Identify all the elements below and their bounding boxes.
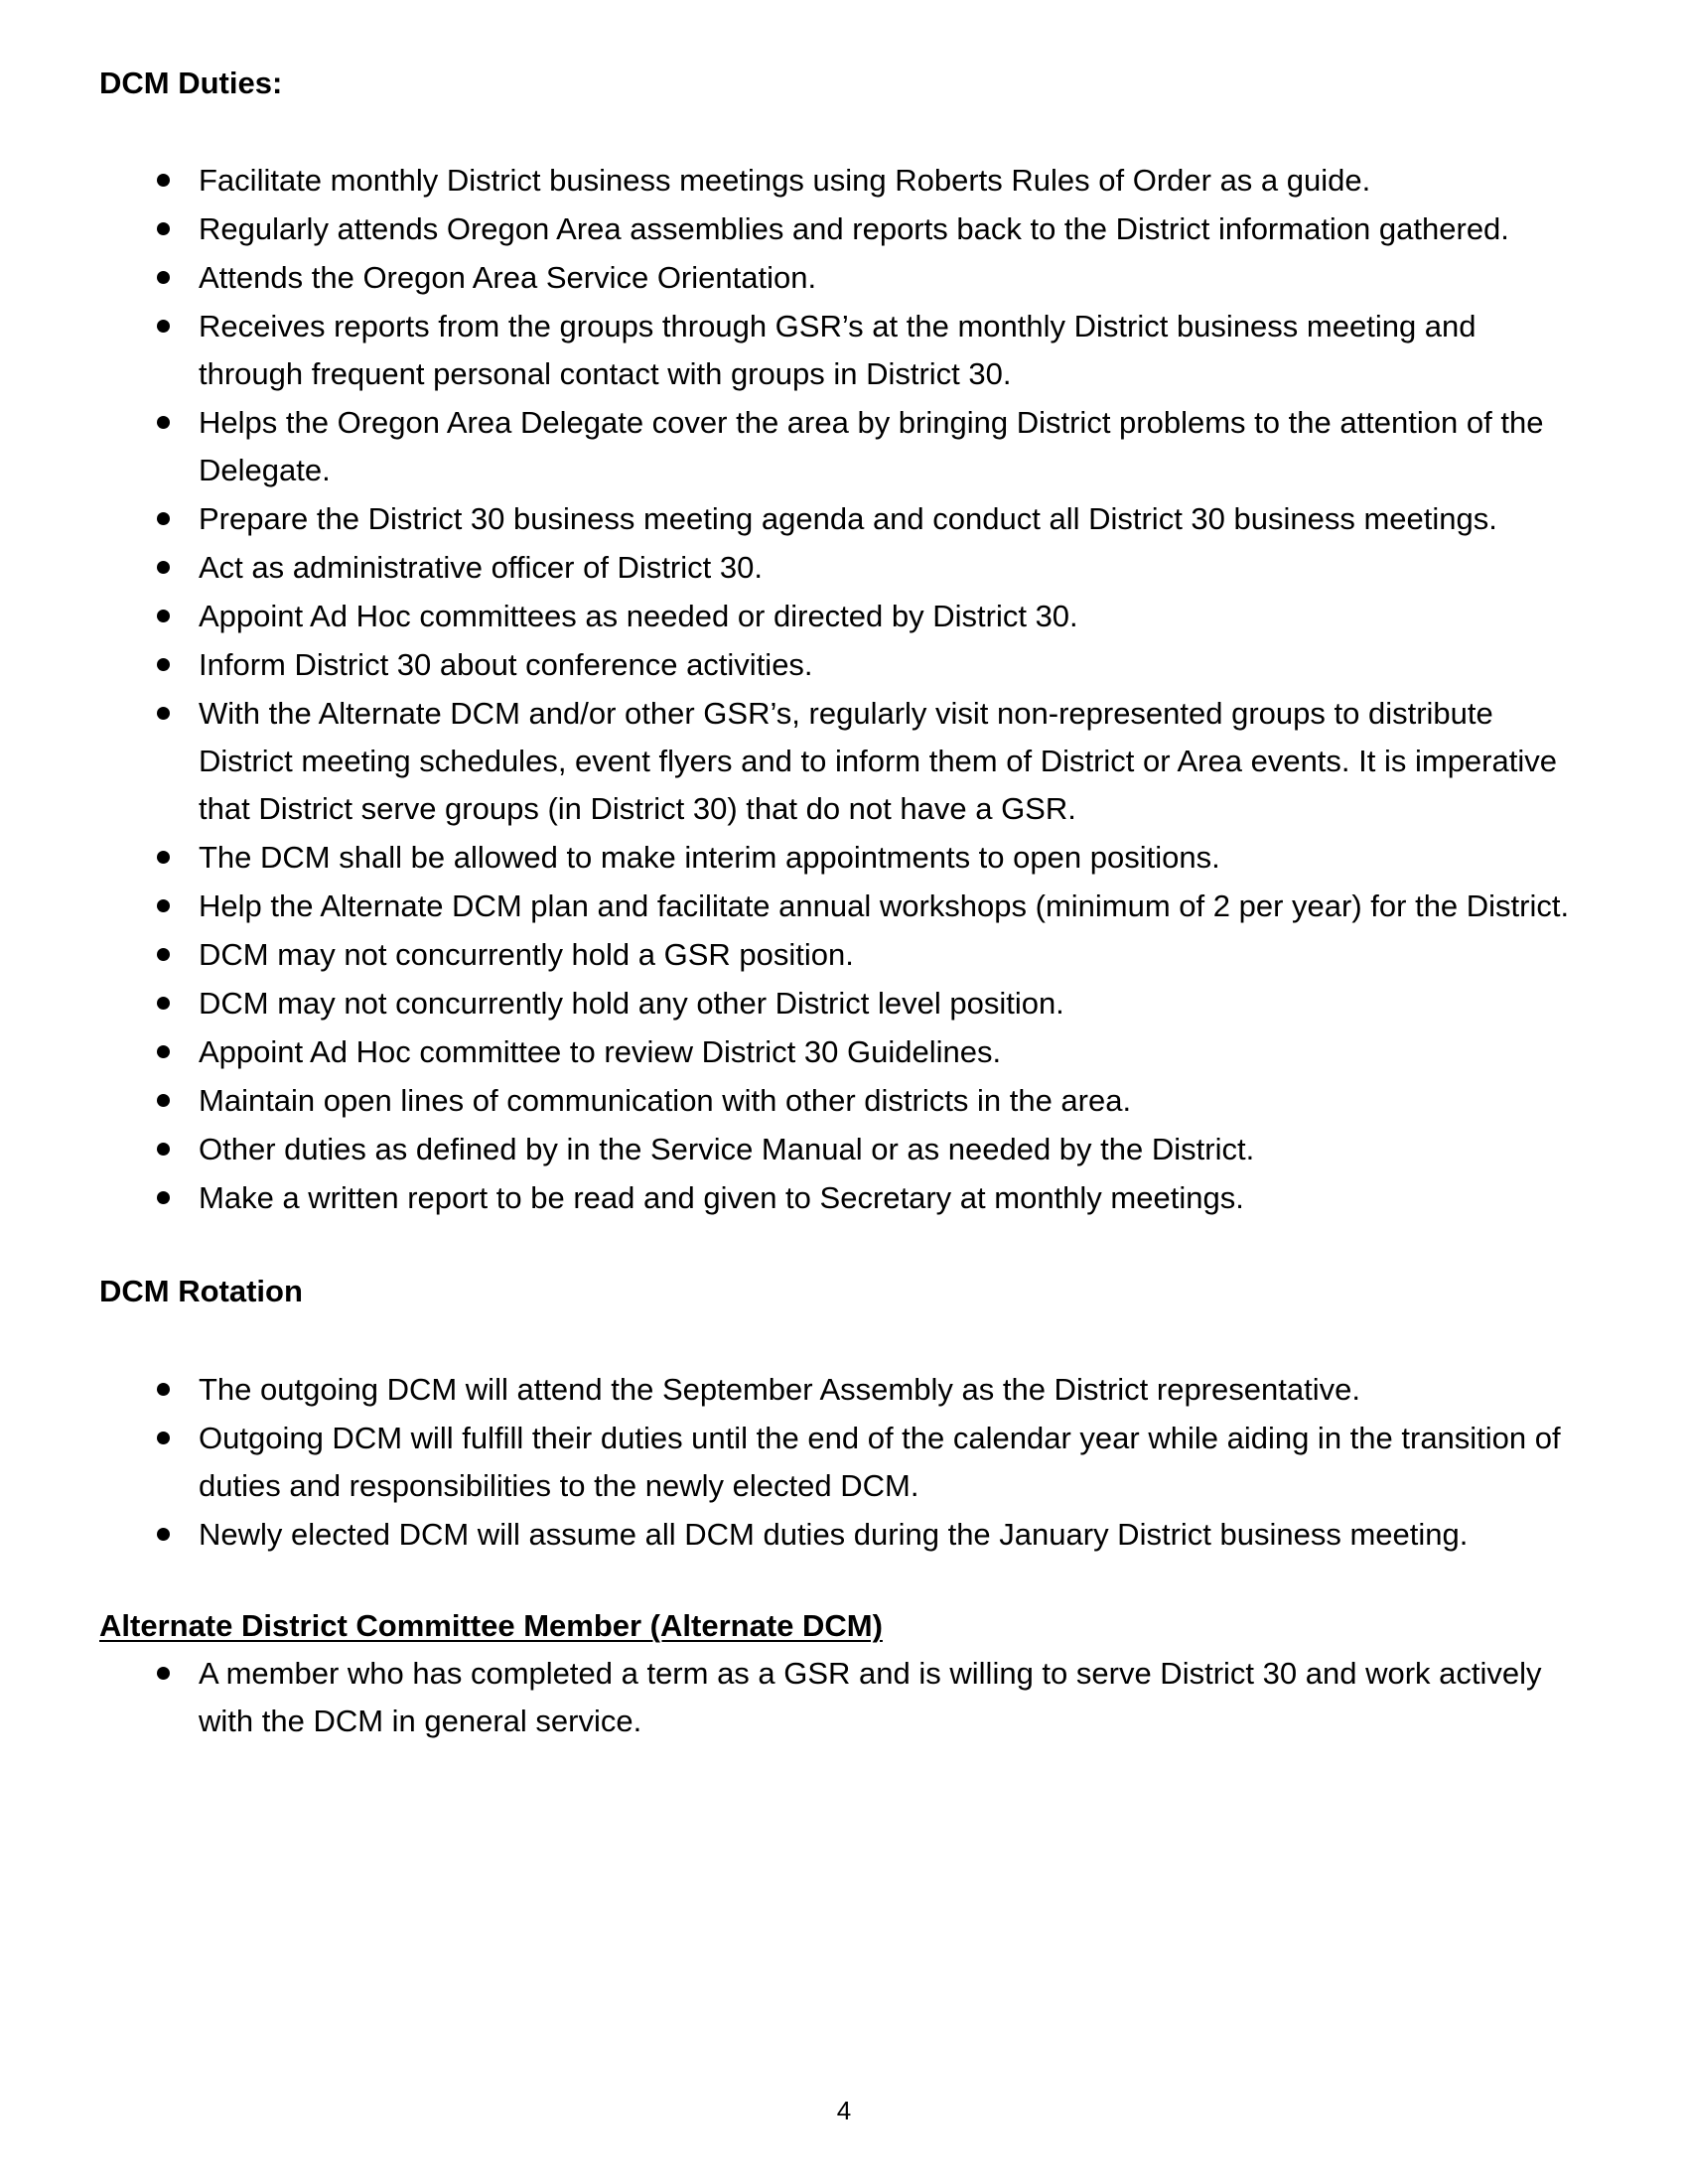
- page-number: 4: [836, 2096, 852, 2125]
- list-item: [99, 399, 1589, 494]
- list-item-text: DCM may not concurrently hold any other District level position.: [199, 986, 1064, 1021]
- list-item-text: Facilitate monthly District business meetings using Roberts Rules of Order as a guide.: [199, 163, 1371, 198]
- bullet-icon: [157, 707, 170, 720]
- list-item: [99, 254, 1589, 302]
- bullet-icon: [157, 1094, 170, 1107]
- list-item-text: Maintain open lines of communication with other districts in the area.: [199, 1083, 1132, 1118]
- list-item: [99, 205, 1589, 253]
- list-item-text: With the Alternate DCM and/or other GSR’s, regularly visit non-represented groups to distribute District meeting schedules, event flyers and to inform them of District or Area events. It is imperative that District serve groups (in District 30) that do not have a GSR.: [199, 696, 1557, 826]
- list-item-text: Inform District 30 about conference activities.: [199, 647, 813, 682]
- dcm-rotation-list: [99, 1366, 1589, 1559]
- list-item-text: Outgoing DCM will fulfill their duties until the end of the calendar year while aiding in the transition of duties and responsibilities to the newly elected DCM.: [199, 1421, 1561, 1503]
- bullet-icon: [157, 1667, 170, 1680]
- list-item: [99, 1077, 1589, 1125]
- list-item-text: Act as administrative officer of District 30.: [199, 550, 763, 585]
- list-item: [99, 1126, 1589, 1173]
- section-heading-alternate-dcm: Alternate District Committee Member (Alternate DCM): [99, 1608, 883, 1643]
- list-item: [99, 495, 1589, 543]
- bullet-icon: [157, 416, 170, 429]
- bullet-icon: [157, 658, 170, 671]
- list-item-text: Newly elected DCM will assume all DCM duties during the January District business meeting.: [199, 1517, 1469, 1552]
- bullet-icon: [157, 1528, 170, 1541]
- list-item-text: Appoint Ad Hoc committee to review District 30 Guidelines.: [199, 1034, 1002, 1069]
- list-item: [99, 157, 1589, 205]
- list-item-text: DCM may not concurrently hold a GSR position.: [199, 937, 854, 972]
- list-item-text: Other duties as defined by in the Service Manual or as needed by the District.: [199, 1132, 1255, 1166]
- list-item: [99, 931, 1589, 979]
- list-item-text: Receives reports from the groups through GSR’s at the monthly District business meeting and through frequent personal contact with groups in District 30.: [199, 309, 1477, 391]
- list-item: [99, 980, 1589, 1027]
- bullet-icon: [157, 948, 170, 961]
- list-item-text: Help the Alternate DCM plan and facilitate annual workshops (minimum of 2 per year) for the District.: [199, 888, 1570, 923]
- list-item: [99, 303, 1589, 398]
- bullet-icon: [157, 899, 170, 912]
- list-item-text: Helps the Oregon Area Delegate cover the area by bringing District problems to the attention of the Delegate.: [199, 405, 1544, 487]
- alternate-dcm-list: [99, 1650, 1589, 1745]
- list-item: [99, 1650, 1589, 1745]
- list-item: [99, 544, 1589, 592]
- document-page: [99, 64, 1589, 1746]
- bullet-icon: [157, 222, 170, 235]
- bullet-icon: [157, 1383, 170, 1396]
- bullet-icon: [157, 271, 170, 284]
- list-item-text: The outgoing DCM will attend the September Assembly as the District representative.: [199, 1372, 1360, 1407]
- bullet-icon: [157, 610, 170, 622]
- list-item: [99, 1415, 1589, 1510]
- dcm-duties-list: [99, 157, 1589, 1222]
- list-item-text: Make a written report to be read and given to Secretary at monthly meetings.: [199, 1180, 1244, 1215]
- list-item-text: A member who has completed a term as a GSR and is willing to serve District 30 and work actively with the DCM in general service.: [199, 1656, 1542, 1738]
- bullet-icon: [157, 1191, 170, 1204]
- bullet-icon: [157, 561, 170, 574]
- bullet-icon: [157, 851, 170, 864]
- bullet-icon: [157, 1432, 170, 1444]
- list-item: [99, 883, 1589, 930]
- bullet-icon: [157, 512, 170, 525]
- bullet-icon: [157, 1045, 170, 1058]
- list-item-text: Prepare the District 30 business meeting agenda and conduct all District 30 business meetings.: [199, 501, 1497, 536]
- list-item: [99, 1174, 1589, 1222]
- bullet-icon: [157, 174, 170, 187]
- bullet-icon: [157, 997, 170, 1010]
- bullet-icon: [157, 320, 170, 333]
- list-item-text: Regularly attends Oregon Area assemblies and reports back to the District information gathered.: [199, 211, 1509, 246]
- list-item-text: Appoint Ad Hoc committees as needed or directed by District 30.: [199, 599, 1078, 633]
- section-heading-dcm-rotation: DCM Rotation: [99, 1274, 303, 1308]
- list-item: [99, 834, 1589, 882]
- section-heading-dcm-duties: DCM Duties:: [99, 66, 283, 100]
- list-item-text: Attends the Oregon Area Service Orientation.: [199, 260, 817, 295]
- list-item: [99, 1511, 1589, 1559]
- bullet-icon: [157, 1143, 170, 1156]
- list-item: [99, 593, 1589, 640]
- list-item: [99, 1366, 1589, 1414]
- list-item-text: The DCM shall be allowed to make interim appointments to open positions.: [199, 840, 1220, 875]
- list-item: [99, 641, 1589, 689]
- list-item: [99, 690, 1589, 833]
- list-item: [99, 1028, 1589, 1076]
